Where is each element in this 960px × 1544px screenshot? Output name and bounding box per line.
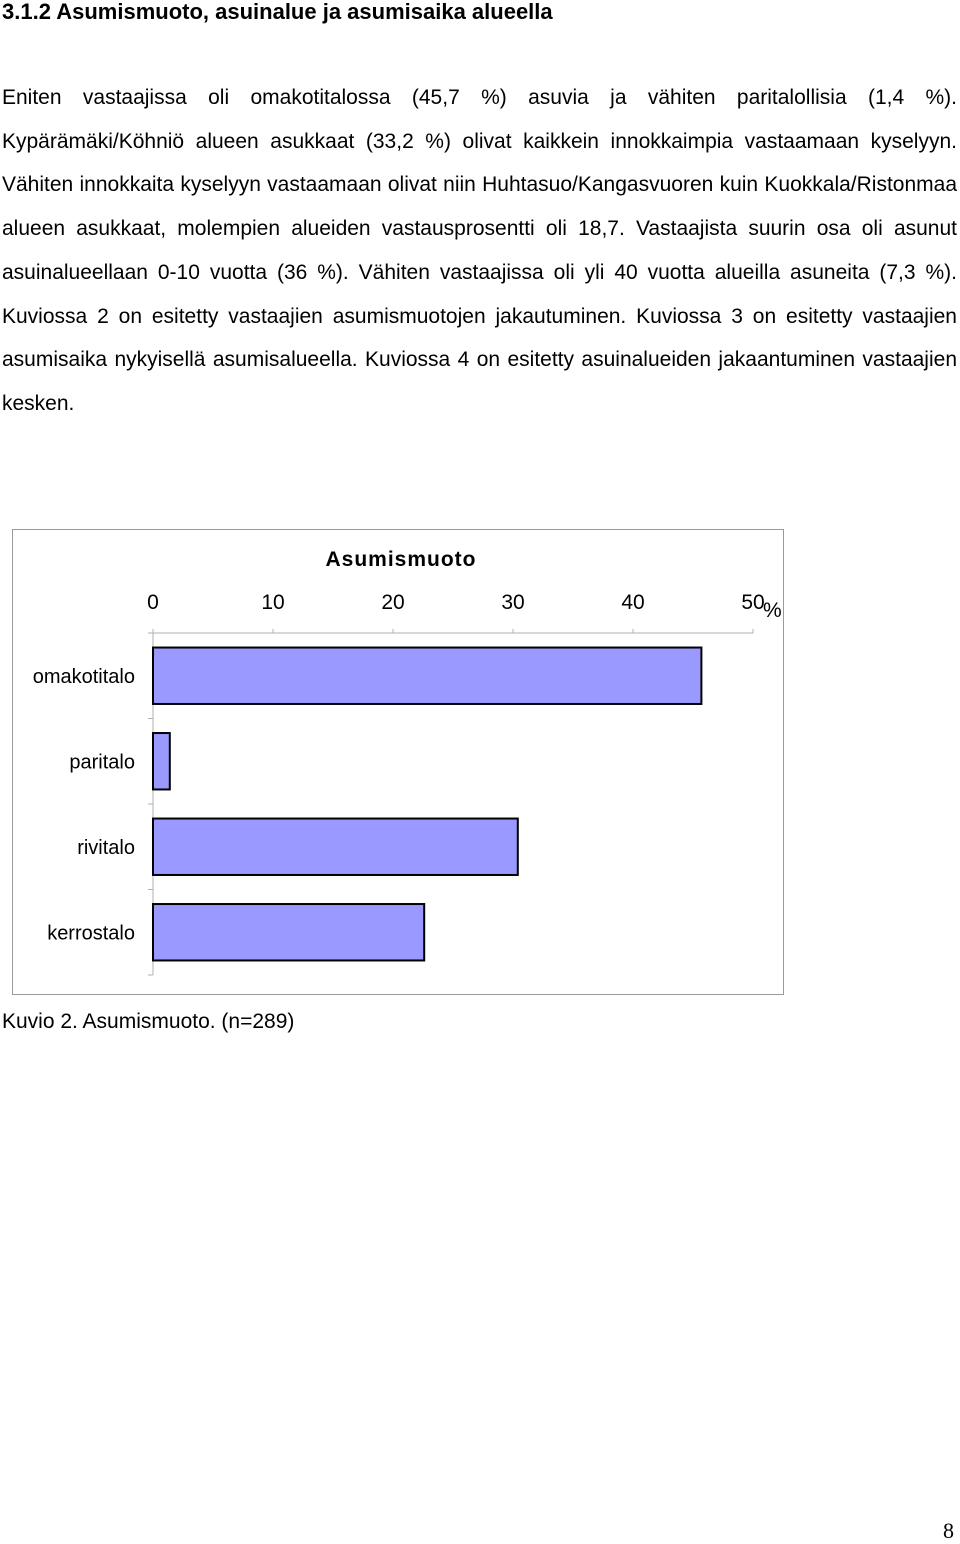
bar-rivitalo — [153, 819, 518, 875]
bar-paritalo — [153, 733, 170, 789]
category-label: paritalo — [69, 751, 135, 774]
x-tick-label: 50 — [741, 591, 765, 614]
x-axis-unit: % — [763, 599, 782, 622]
x-tick-label: 20 — [381, 591, 405, 614]
bar-omakotitalo — [153, 648, 701, 704]
category-label: kerrostalo — [47, 922, 135, 945]
x-tick-label: 10 — [261, 591, 285, 614]
category-label: rivitalo — [77, 836, 135, 859]
body-paragraph: Eniten vastaajissa oli omakotitalossa (45,7 %) asuvia ja vähiten paritalollisia (1,4 %). Kypärämäki/Köhniö alueen asukkaat (33,2 %) olivat kaikkein innokkaimpia vastaamaan kyselyyn. Vähiten innokkaita kyselyyn vastaamaan olivat niin Huhtasuo/Kangasvuoren kuin Kuokkala/Ristonmaa alueen asukkaat, molempien alueiden vastausprosentti oli 18,7. Vastaajista suurin osa oli asunut asuinalueellaan 0-10 vuotta (36 %). Vähiten vastaajissa oli yli 40 vuotta alueilla asuneita (7,3 %). Kuviossa 2 on esitetty vastaajien asumismuotojen jakautuminen. Kuviossa 3 on esitetty vastaajien asumisaika nykyisellä asumisalueella. Kuviossa 4 on esitetty asuinalueiden jakaantuminen vastaajien kesken. — [2, 86, 957, 415]
category-label: omakotitalo — [32, 665, 135, 688]
section-heading: 3.1.2 Asumismuoto, asuinalue ja asumisaika alueella — [2, 0, 553, 24]
chart-title: Asumismuoto — [325, 548, 477, 571]
bar-kerrostalo — [153, 904, 424, 960]
figure-caption: Kuvio 2. Asumismuoto. (n=289) — [2, 1010, 295, 1033]
bar-chart — [13, 530, 785, 996]
chart-frame — [12, 529, 784, 995]
x-tick-label: 0 — [147, 591, 159, 614]
x-tick-label: 40 — [621, 591, 645, 614]
x-tick-label: 30 — [501, 591, 525, 614]
page-number: 8 — [943, 1518, 954, 1543]
